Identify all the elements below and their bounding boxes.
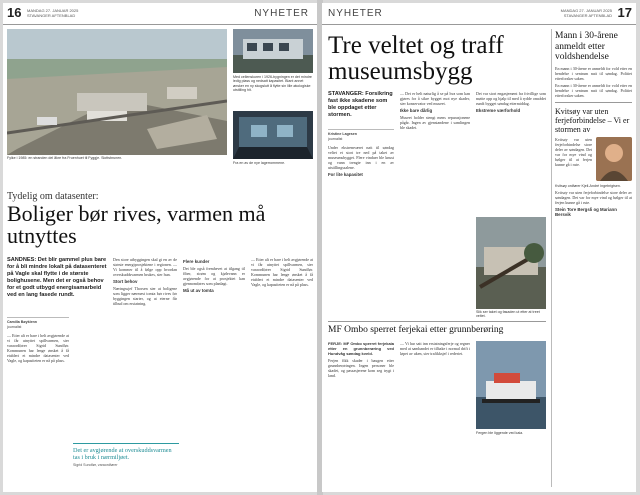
text-column-3 — [476, 91, 546, 215]
sidebar-divider — [555, 102, 632, 103]
side-photo-image — [233, 29, 313, 73]
left-page-header — [3, 3, 317, 25]
paragraph: — Vi har satt inn erstatningsferje og regner med at sambandet er tilbake i normal drift i løpet av uken, sier trafikksjef i rederiet. — [400, 341, 470, 356]
header-paper: STAVANGER AFTENBLAD — [563, 13, 612, 18]
lower-lead: FERJE: MF Ombo sperret ferjekaia etter en grunnberøring ved Hundvåg søndag kveld. — [328, 341, 394, 356]
tree-photo-image — [476, 217, 546, 309]
tree-photo — [476, 217, 546, 309]
section-label: NYHETER — [328, 8, 383, 19]
lower-headline: MF Ombo sperret ferjekai etter grunnberøring — [328, 325, 504, 335]
byline-role: journalist — [7, 324, 22, 329]
subhead: For lite kapasitet — [328, 172, 363, 178]
paragraph: Ferjen fikk skader i baugen etter grunnberøringen. Ingen personer ble skadet, og passasjerene kom seg trygt i land. — [328, 358, 394, 378]
lead-text: STAVANGER: Forsikring fast ikke skadene som ble oppdaget etter stormen. — [328, 91, 393, 118]
paragraph: — Det er helt naturlig å se på hva som kan gjøres for å sikre bygget mot nye skader, sier konservator ved museet. — [400, 91, 470, 106]
header-date: MANDAG 27. JANUAR 2025 — [27, 8, 79, 13]
paragraph: Den store utbyggingen skal gi en av de største energiprosjektene i regionen. — Vi kommer til å følge opp hvordan overskuddsvarmen brukes, sier hun. — [113, 257, 177, 277]
pullquote-source: Sigrid Sundfør, varaordfører — [73, 463, 118, 468]
tree-photo-caption: Slik ser taket og fasaden ut etter at treet veltet. — [476, 310, 540, 319]
paragraph: Det var stort engasjement fra frivillige som møtte opp og hjalp til med å rydde området rundt bygget søndag ettermiddag. — [476, 91, 546, 106]
pullquote — [73, 443, 179, 467]
paragraph: — Etter alt er bare i helt avgjørende at vi får utnyttet spillvarmen, sier varaordfører Sigrid Sundfør. Kommunen har lenge ønsket å få etablert et mindre datasenter ved Vagle, og kapasiteten er nå på plass. — [7, 333, 69, 364]
pullquote-text: Det er avgjørende at overskuddsvarmen tas i bruk i nærmiljøet. — [73, 447, 172, 462]
lead-text: SANDNES: Det blir gammel plus bare for å bli mindre lokalt på datasenteret på Vagle skal flytte i de største bolighusene. Men det er også behov for et godt utbygd energisamarbeid ved en lang fasede rundt. — [7, 257, 107, 298]
side-footer: Stein Tore Bergsli og Mariann Bersvik — [555, 206, 617, 217]
portrait-caption: Kvitsøy ordfører Kjell-André Ingebrigtsen. — [555, 183, 621, 188]
small-photo — [233, 111, 313, 159]
small-photo-image — [233, 111, 313, 159]
header-paper: STAVANGER AFTENBLAD — [27, 13, 76, 18]
side-subhead: Kvitsøy var uten ferjeforbindelse – Vi er stormen av — [555, 106, 630, 134]
headline: Boliger bør rives, varmen må utnyttes — [7, 201, 266, 248]
header-meta — [27, 8, 78, 18]
ferry-photo-caption: Fergen ble liggende ved kaia. — [476, 431, 524, 435]
small-photo-caption: Fra en av de nye lagerrommene. — [233, 161, 286, 165]
side-body: Kvitsøy var uten ferjeforbindelse store deler av søndagen. Det var for mye vind og bølger til at ferjen kunne gå i rute. — [555, 189, 632, 205]
section-label: NYHETER — [254, 8, 309, 19]
column-rule — [551, 29, 552, 487]
page-number: 17 — [617, 5, 632, 20]
subhead: Ekstreme værforhold — [476, 108, 521, 113]
paragraph: — Etter alt er bare i helt avgjørende at vi får utnyttet spillvarmen, sier varaordfører Sigrid Sundfør. Kommunen har lenge ønsket å få etablert et mindre datasenter ved Vagle, og kapasiteten er nå på plass. — [251, 257, 313, 287]
section-divider — [328, 321, 546, 322]
text-column-1 — [328, 129, 394, 309]
text-column-4 — [251, 257, 313, 487]
left-page — [3, 3, 317, 492]
portrait-image — [596, 137, 632, 181]
subhead: Må ut av tomta — [183, 288, 214, 293]
subhead: Stort behov — [113, 279, 138, 284]
top-photo-caption: Fylke i 1985: en stranden del åkre fra Fruenhuet til Fyggje. Slottsbrunen. — [7, 156, 123, 160]
header-date: MANDAG 27. JANUAR 2025 — [560, 8, 612, 13]
byline-name: Camilla Bøyklenn — [7, 320, 37, 324]
text-column-2 — [400, 91, 470, 311]
byline — [7, 317, 69, 329]
kicker: Tydelig om datasenter: — [7, 191, 99, 202]
byline-role: journalist — [328, 136, 343, 141]
header-meta — [561, 8, 612, 18]
side-headline: Mann i 30-årene anmeldt etter voldshendelse — [555, 31, 618, 62]
lower-column-1 — [328, 341, 394, 487]
side-body: Kvitsøy var uten ferjeforbindelse store deler av søndagen. Det var for mye vind og bølger til at ferjen kunne gå i rute. — [555, 136, 592, 167]
paragraph: Museet holder stengt mens reparasjonene pågår. Ingen av gjenstandene i samlingen ble skadet. — [400, 115, 470, 130]
right-page-header — [322, 3, 636, 25]
aerial-photo — [7, 29, 227, 155]
byline-name: Kristine Lagesen — [328, 132, 357, 136]
text-column-3 — [183, 257, 245, 487]
side-text: En mann i 30-årene er anmeldt for vold etter en hendelse i sentrum natt til søndag. Politiet etterforsker saken. — [555, 65, 632, 81]
ferry-photo-image — [476, 341, 546, 429]
headline: Tre veltet og traff museumsbygg — [328, 32, 504, 85]
lower-column-2 — [400, 341, 470, 487]
aerial-photo-image — [7, 29, 227, 155]
side-photo — [233, 29, 313, 73]
portrait-photo — [596, 137, 632, 181]
paragraph: Det ble også fremhevet at tilgang til fiber, strøm og kjølevann er avgjørende for at prosjektet kan gjennomføres som planlagt. — [183, 266, 245, 286]
ferry-photo — [476, 341, 546, 429]
subhead: Ikke bare dårlig — [400, 108, 433, 113]
subhead: Flere kunder — [183, 259, 210, 264]
byline — [328, 129, 394, 141]
sidebar — [555, 31, 632, 487]
paragraph: Under ekstremværet natt til søndag veltet et stort tre ned på taket av museumsbygget. Flere vinduer ble knust og vann trengte inn i en av utstillingssalene. — [328, 145, 394, 171]
side-text: En mann i 30-årene er anmeldt for vold etter en hendelse i sentrum natt til søndag. Politiet etterforsker saken. — [555, 82, 632, 98]
page-number: 16 — [7, 5, 22, 20]
paragraph: Næringssjef Thorsen sier at boligene som ligger nærmest tomta bør rives før byggingen starter, og at eierne får tilbud om erstatning. — [113, 286, 177, 306]
side-photo-caption: Med cellenskuren i 1926-bygningen er det mindre ledig plass og nedsatt kapasitet. Blant annet ønsker en ny skogslutt å flytte sin lille økologiske utstilling hit. — [233, 75, 312, 93]
text-column-1 — [7, 317, 69, 487]
right-page — [322, 3, 636, 492]
